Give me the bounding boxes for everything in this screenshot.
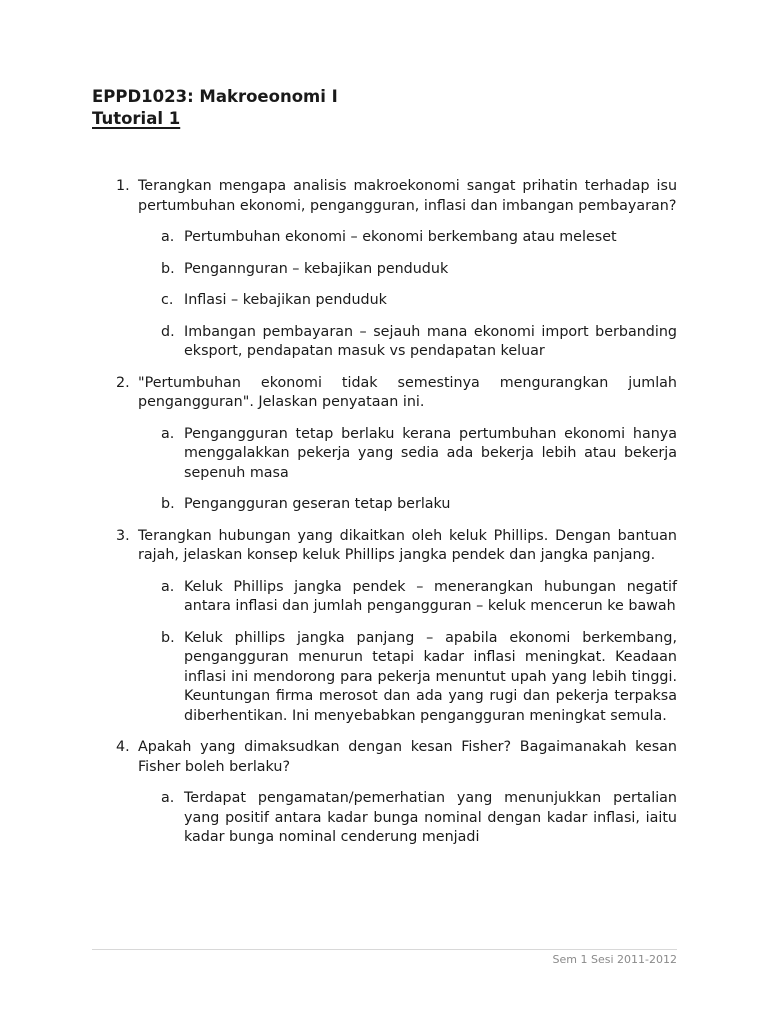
question-text: Apakah yang dimaksudkan dengan kesan Fisher? Bagaimanakah kesan Fisher boleh berlaku? — [138, 739, 677, 775]
answer-list — [138, 578, 677, 727]
answer-list — [138, 228, 677, 362]
answer-text: Pertumbuhan ekonomi – ekonomi berkembang atau meleset — [184, 229, 617, 245]
answer-text: Keluk Phillips jangka pendek – menerangkan hubungan negatif antara inflasi dan jumlah pengangguran – keluk mencerun ke bawah — [184, 578, 677, 614]
answer-letter: a. — [161, 578, 175, 595]
answer-text: Pengannguran – kebajikan penduduk — [184, 260, 449, 277]
answer-text: Terdapat pengamatan/pemerhatian yang menunjukkan pertalian yang positif antara kadar bunga nominal dengan kadar inflasi, iaitu kadar bunga nominal cenderung menjadi — [184, 790, 677, 845]
question-text: Terangkan hubungan yang dikaitkan oleh keluk Phillips. Dengan bantuan rajah, jelaskan konsep keluk Phillips jangka pendek dan jangka panjang. — [138, 527, 677, 563]
answer-letter: c. — [161, 292, 174, 308]
answer-item — [138, 425, 677, 484]
answer-item — [138, 629, 677, 727]
answer-letter: a. — [161, 425, 175, 442]
answer-letter: b. — [161, 260, 175, 277]
footer-label: Sem 1 Sesi 2011-2012 — [552, 953, 677, 966]
answer-item — [138, 291, 677, 311]
course-title: EPPD1023: Makroeonomi I — [92, 87, 338, 106]
answer-letter: b. — [161, 629, 175, 646]
answer-item — [138, 323, 677, 362]
question-item — [92, 738, 677, 848]
answer-list — [138, 425, 677, 515]
question-item — [92, 374, 677, 515]
answer-item — [138, 789, 677, 848]
question-text: Terangkan mengapa analisis makroekonomi sangat prihatin terhadap isu pertumbuhan ekonomi, pengangguran, inflasi dan imbangan pembayaran? — [138, 178, 677, 214]
footer-divider — [92, 949, 677, 950]
question-number: 2. — [116, 374, 130, 391]
answer-text: Keluk phillips jangka panjang – apabila ekonomi berkembang, pengangguran menurun tetapi kadar inflasi meningkat. Keadaan inflasi ini mendorong para pekerja menuntut upah yang lebih tinggi. Keuntungan firma merosot dan ada yang rugi dan pekerja terpaksa diberhentikan. Ini menyebabkan pengangguran meningkat semula. — [184, 629, 677, 724]
question-text: "Pertumbuhan ekonomi tidak semestinya mengurangkan jumlah pengangguran". Jelaskan penyataan ini. — [138, 374, 677, 410]
question-number: 4. — [116, 739, 130, 755]
answer-letter: d. — [161, 323, 175, 340]
question-item — [92, 527, 677, 727]
question-item — [92, 177, 677, 362]
document-page — [92, 86, 677, 860]
question-number: 1. — [116, 178, 130, 194]
answer-text: Pengangguran tetap berlaku kerana pertumbuhan ekonomi hanya menggalakkan pekerja yang sedia ada bekerja lebih atau bekerja sepenuh masa — [184, 425, 677, 481]
answer-item — [138, 495, 677, 515]
answer-list — [138, 789, 677, 848]
question-list — [92, 177, 677, 848]
answer-item — [138, 578, 677, 617]
answer-letter: b. — [161, 496, 175, 512]
answer-letter: a. — [161, 790, 175, 806]
question-number: 3. — [116, 527, 130, 544]
answer-item — [138, 228, 677, 248]
answer-item — [138, 260, 677, 280]
answer-text: Imbangan pembayaran – sejauh mana ekonomi import berbanding eksport, pendapatan masuk vs pendapatan keluar — [184, 323, 677, 359]
answer-text: Pengangguran geseran tetap berlaku — [184, 496, 451, 512]
answer-letter: a. — [161, 229, 175, 245]
answer-text: Inflasi – kebajikan penduduk — [184, 292, 387, 308]
tutorial-title: Tutorial 1 — [92, 109, 181, 128]
